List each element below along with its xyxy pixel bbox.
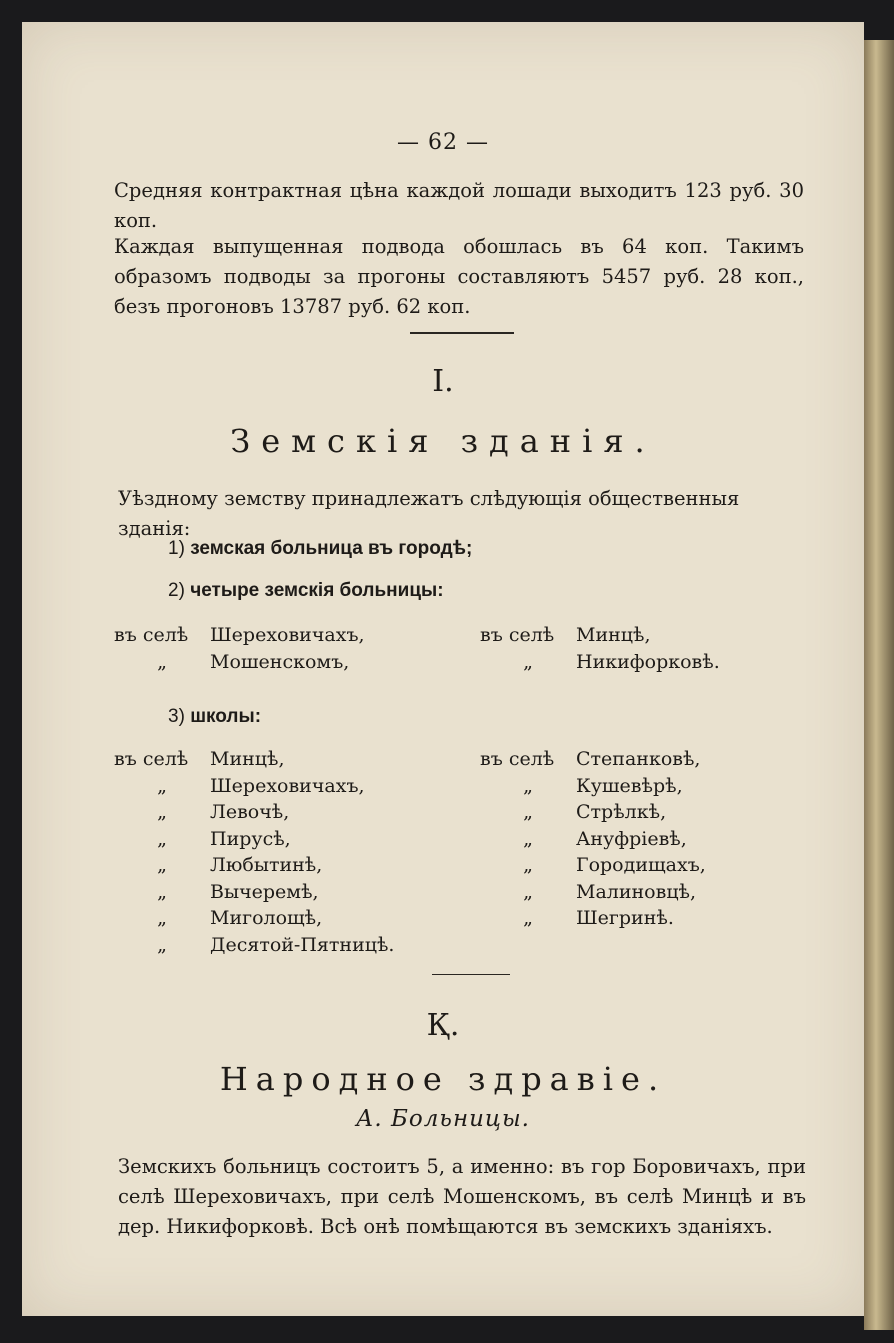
hospitals-right-column bbox=[480, 622, 720, 675]
schools-left-column bbox=[114, 746, 394, 958]
list-item: „ Вычеремѣ, bbox=[157, 880, 319, 903]
list-item: „ Малиновцѣ, bbox=[523, 880, 697, 903]
list-item-label: школы: bbox=[190, 706, 262, 727]
list-item: „ Кушевѣрѣ, bbox=[523, 774, 683, 797]
list-item: „ Пирусѣ, bbox=[157, 827, 291, 850]
section-k-letter: Қ. bbox=[426, 1008, 460, 1043]
section-k-title: Народное здравіе. bbox=[219, 1060, 667, 1098]
list-item: „ Ануфріевѣ, bbox=[523, 827, 687, 850]
list-item: въ селѣ Минцѣ, bbox=[114, 748, 285, 770]
list-item: „ Шереховичахъ, bbox=[157, 774, 365, 797]
list-item: „ Городищахъ, bbox=[523, 854, 706, 876]
list-item: въ селѣ Степанковѣ, bbox=[480, 748, 701, 770]
list-item: въ селѣ Шереховичахъ, bbox=[114, 624, 365, 646]
hospitals-left-column bbox=[114, 622, 365, 675]
list-item-label: четыре земскія больницы: bbox=[190, 580, 444, 601]
schools-right-column bbox=[480, 746, 706, 932]
list-item: „ Стрѣлкѣ, bbox=[523, 801, 667, 823]
section-k-subtitle: А. Больницы. bbox=[355, 1106, 530, 1132]
list-item-label: земская больница въ городѣ; bbox=[190, 538, 473, 559]
list-item-number: 1) bbox=[168, 538, 185, 559]
section-divider bbox=[432, 974, 510, 975]
list-item: „ Мошенскомъ, bbox=[157, 650, 350, 673]
list-item: „ Шегринѣ. bbox=[523, 907, 674, 929]
section-i-intro: Уѣздному земству принадлежатъ слѣдующія общественныя зданія: bbox=[118, 487, 740, 540]
list-item: „ Миголощѣ, bbox=[157, 907, 323, 929]
page-edge bbox=[864, 40, 894, 1330]
list-item: „ Любытинѣ, bbox=[157, 854, 323, 876]
paragraph-horse-price: Средняя контрактная цѣна каждой лошади выходитъ 123 руб. 30 коп. bbox=[114, 179, 804, 232]
list-item-rural-hospitals bbox=[168, 580, 444, 602]
paragraph-hospitals: Земскихъ больницъ состоитъ 5, а именно: въ гор Боровичахъ, при селѣ Шереховичахъ, при селѣ Мошенскомъ, въ селѣ Минцѣ и въ дер. Никифорковѣ. Всѣ онѣ помѣщаются въ земскихъ зданіяхъ. bbox=[118, 1155, 806, 1238]
section-divider bbox=[410, 332, 514, 334]
list-item-number: 2) bbox=[168, 580, 185, 601]
list-item-number: 3) bbox=[168, 706, 185, 727]
paragraph-carts: Каждая выпущенная подвода обошлась въ 64 коп. Такимъ образомъ подводы за прогоны составляютъ 5457 руб. 28 коп., безъ прогоновъ 13787 руб. 62 коп. bbox=[114, 235, 804, 318]
list-item-city-hospital bbox=[168, 538, 472, 560]
list-item: „ Никифорковѣ. bbox=[523, 650, 720, 673]
list-item: въ селѣ Минцѣ, bbox=[480, 624, 651, 646]
page-number: — 62 — bbox=[397, 130, 489, 155]
section-i-title: Земскія зданія. bbox=[230, 422, 656, 460]
section-i-letter: I. bbox=[432, 364, 454, 399]
book-page bbox=[22, 22, 864, 1316]
list-item: „ Левочѣ, bbox=[157, 801, 290, 823]
list-item-schools bbox=[168, 706, 261, 728]
list-item: „ Десятой-Пятницѣ. bbox=[157, 933, 395, 956]
